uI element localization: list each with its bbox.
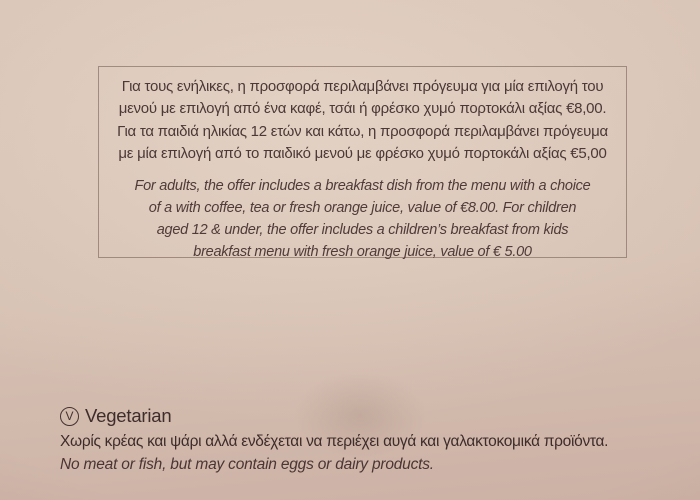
offer-greek-line: Για τα παιδιά ηλικίας 12 ετών και κάτω, η προσφορά περιλαμβάνει πρόγευμα: [117, 122, 608, 140]
offer-greek-line: μενού με επιλογή από ένα καφέ, τσάι ή φρέσκο χυμό πορτοκάλι αξίας €8,00.: [118, 100, 607, 118]
offer-text-english: [99, 175, 626, 263]
offer-english-line: breakfast menu with fresh orange juice, value of € 5.00: [193, 243, 532, 260]
offer-greek-line: Για τους ενήλικες, η προσφορά περιλαμβάνει πρόγευμα για μία επιλογή του: [121, 78, 604, 95]
vegetarian-english-text: No meat or fish, but may contain eggs or dairy products.: [60, 456, 434, 473]
vegetarian-icon: V: [60, 407, 79, 426]
vegetarian-label: Vegetarian: [85, 405, 172, 426]
vegetarian-note: [60, 405, 660, 474]
offer-english-line: For adults, the offer includes a breakfast dish from the menu with a choice: [134, 177, 591, 194]
vegetarian-header: [60, 405, 660, 427]
offer-text-greek: [99, 76, 626, 166]
offer-english-line: aged 12 & under, the offer includes a children’s breakfast from kids: [156, 221, 569, 238]
offer-greek-line: με μία επιλογή από το παιδικό μενού με φρέσκο χυμό πορτοκάλι αξίας €5,00: [118, 145, 607, 163]
vegetarian-greek-text: Χωρίς κρέας και ψάρι αλλά ενδέχεται να περιέχει αυγά και γαλακτοκομικά προϊόντα.: [60, 433, 609, 450]
breakfast-offer-box: [98, 66, 627, 258]
offer-english-line: of a with coffee, tea or fresh orange juice, value of €8.00. For children: [148, 199, 577, 216]
